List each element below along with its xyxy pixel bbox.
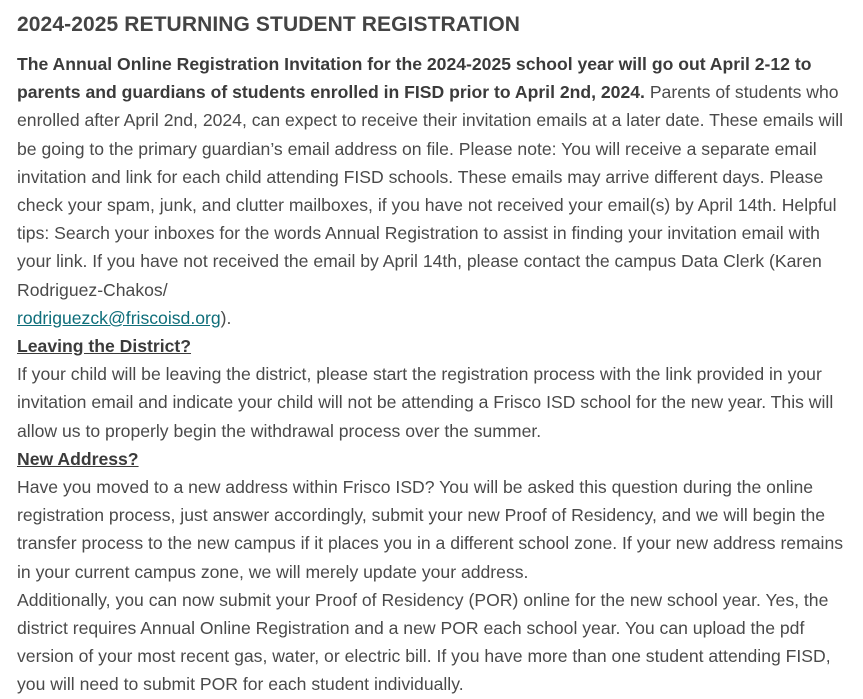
page-title: 2024-2025 RETURNING STUDENT REGISTRATION [17,13,521,36]
intro-after-link: ). [220,307,232,328]
intro-paragraph [17,50,849,332]
data-clerk-email-link[interactable]: rodriguezck@friscoisd.org [17,307,221,328]
intro-bold-lead: The Annual Online Registration Invitation for the 2024-2025 school year will go out April 2-12 to parents and guardians of students enrolled in FISD prior to April 2nd, 2024. [17,54,812,103]
new-address-heading: New Address? [17,448,139,469]
leaving-district-heading: Leaving the District? [17,336,192,357]
new-address-paragraph: Have you moved to a new address within Frisco ISD? You will be asked this question during the online registration process, just answer accordingly, submit your new Proof of Residency, and we will begin the transfer process to the new campus if it places you in a different school zone. If your new address remains in your current campus zone, we will merely update your address. [17,477,844,582]
proof-of-residency-paragraph: Additionally, you can now submit your Proof of Residency (POR) online for the new school year. Yes, the district requires Annual Online Registration and a new POR each school year. You can upload the pdf version of your most recent gas, water, or electric bill. If you have more than one student attending FISD, you will need to submit POR for each student individually. [17,589,831,695]
intro-body: Parents of students who enrolled after April 2nd, 2024, can expect to receive their invitation emails at a later date. These emails will be going to the primary guardian’s email address on file. Please note: You will receive a separate email invitation and link for each child attending FISD schools. These emails may arrive different days. Please check your spam, junk, and clutter mailboxes, if you have not received your email(s) by April 14th. Helpful tips: Search your inboxes for the words Annual Registration to assist in finding your invitation email with your link. If you have not received the email by April 14th, please contact the campus Data Clerk (Karen Rodriguez-Chakos/ [17,82,844,300]
leaving-district-paragraph: If your child will be leaving the district, please start the registration process with the link provided in your invitation email and indicate your child will not be attending a Frisco ISD school for the new year. This will allow us to properly begin the withdrawal process over the summer. [17,364,834,441]
